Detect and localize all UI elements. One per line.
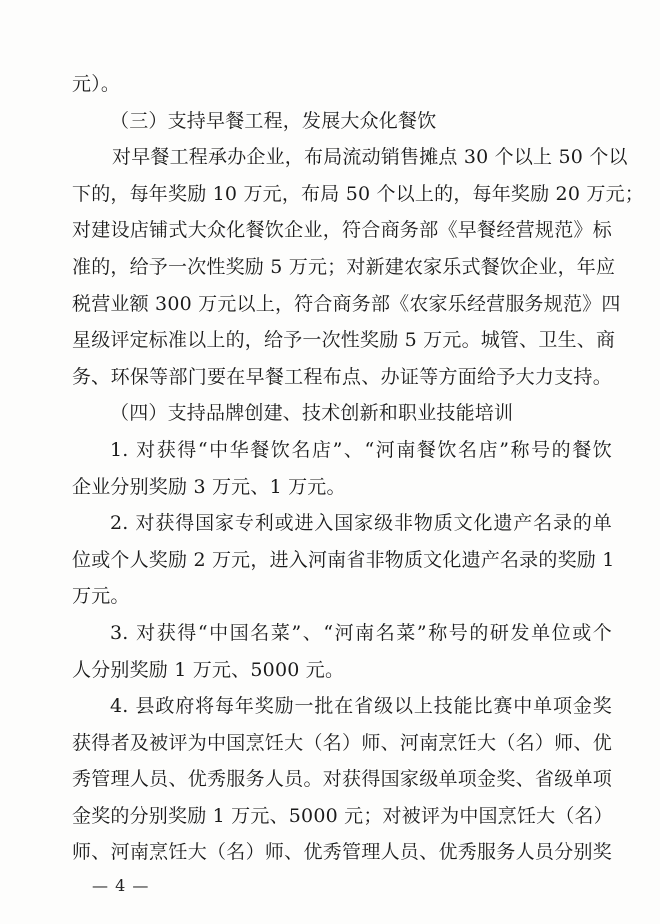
text-line: 对建设店铺式大众化餐饮企业，符合商务部《早餐经营规范》标 — [72, 219, 612, 242]
text-line: 务、环保等部门要在早餐工程布点、办证等方面给予大力支持。 — [72, 365, 612, 388]
text-line: 金奖的分别奖励 1 万元、5000 元；对被评为中国烹饪大（名） — [72, 804, 613, 827]
text-line: 师、河南烹饪大（名）师、优秀管理人员、优秀服务人员分别奖 — [72, 841, 612, 864]
text-line: 元）。 — [72, 73, 121, 95]
text-line: 对早餐工程承办企业，布局流动销售摊点 30 个以上 50 个以 — [112, 146, 628, 169]
text-line: 下的，每年奖励 10 万元，布局 50 个以上的，每年奖励 20 万元； — [72, 182, 644, 205]
text-line: 万元。 — [72, 585, 130, 608]
text-line: 准的，给予一次性奖励 5 万元；对新建农家乐式餐饮企业，年应 — [72, 255, 616, 278]
document-body — [72, 66, 644, 871]
text-line: 1. 对获得“中华餐饮名店”、“河南餐饮名店”称号的餐饮 — [110, 438, 612, 461]
section-heading-3: （三）支持早餐工程，发展大众化餐饮 — [110, 109, 437, 132]
text-line: 税营业额 300 万元以上，符合商务部《农家乐经营服务规范》四 — [72, 292, 621, 315]
text-line: 获得者及被评为中国烹饪大（名）师、河南烹饪大（名）师、优 — [72, 731, 612, 754]
text-line: 企业分别奖励 3 万元、1 万元。 — [72, 475, 346, 498]
page-number: — 4 — — [92, 876, 150, 895]
text-line: 位或个人奖励 2 万元，进入河南省非物质文化遗产名录的奖励 1 — [72, 548, 615, 571]
text-line: 人分别奖励 1 万元、5000 元。 — [72, 658, 345, 681]
text-line: 4. 县政府将每年奖励一批在省级以上技能比赛中单项金奖 — [110, 695, 612, 718]
section-heading-4: （四）支持品牌创建、技术创新和职业技能培训 — [110, 402, 514, 425]
text-line: 星级评定标准以上的，给予一次性奖励 5 万元。城管、卫生、商 — [72, 329, 616, 352]
text-line: 2. 对获得国家专利或进入国家级非物质文化遗产名录的单 — [110, 512, 612, 535]
text-line: 秀管理人员、优秀服务人员。对获得国家级单项金奖、省级单项 — [72, 768, 612, 791]
text-line: 3. 对获得“中国名菜”、“河南名菜”称号的研发单位或个 — [110, 621, 612, 644]
